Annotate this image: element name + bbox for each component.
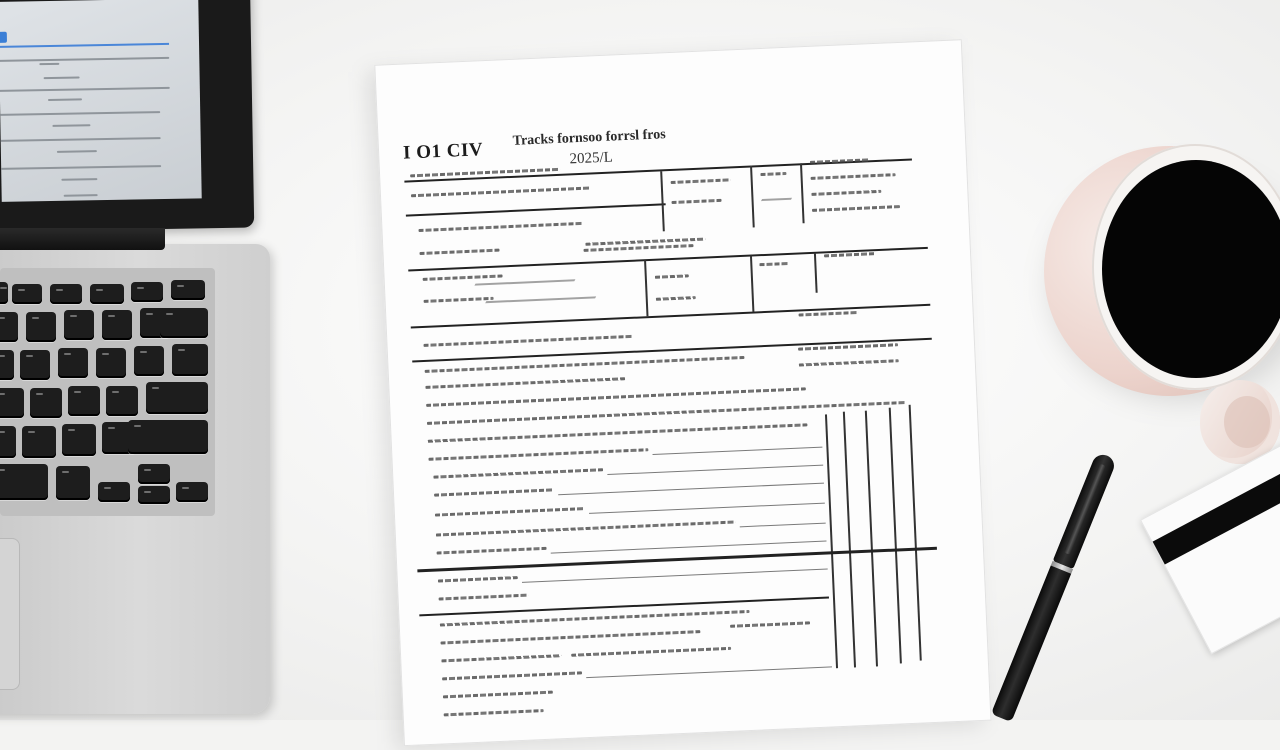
form-dotted-line	[653, 447, 823, 455]
form-text-line	[671, 178, 731, 184]
key	[68, 386, 100, 416]
handwriting	[474, 279, 575, 285]
key	[20, 350, 50, 380]
form-text-line	[443, 691, 553, 699]
form-text-line	[811, 173, 896, 180]
form-text-line	[425, 377, 625, 389]
screen-line	[39, 63, 59, 65]
key	[138, 464, 170, 484]
screen-line	[0, 165, 161, 170]
screen-line	[0, 137, 161, 142]
screen-line	[48, 98, 82, 101]
form-text-line	[433, 468, 603, 478]
form-text-line	[437, 547, 547, 555]
tax-form	[374, 39, 991, 746]
key	[64, 310, 94, 340]
form-text-line	[411, 186, 591, 197]
screen-line	[52, 124, 90, 127]
keyboard	[0, 268, 215, 516]
screen-line	[0, 57, 169, 63]
key	[96, 348, 126, 378]
form-text-line	[436, 521, 736, 537]
form-year: 2025/L	[569, 149, 614, 168]
form-dotted-line	[607, 465, 823, 475]
key	[58, 348, 88, 378]
key	[98, 482, 130, 502]
form-text-line	[571, 647, 731, 657]
form-dotted-line	[589, 503, 825, 514]
form-text-line	[656, 296, 696, 301]
handwriting	[761, 198, 792, 201]
screen-line	[64, 194, 98, 197]
key	[128, 420, 208, 454]
key	[160, 308, 208, 338]
form-dotted-line	[522, 569, 828, 583]
key	[12, 284, 42, 304]
form-text-line	[760, 172, 786, 176]
form-vrule	[750, 165, 754, 227]
form-text-line	[759, 262, 789, 266]
key	[172, 344, 208, 376]
form-vrule	[909, 405, 922, 661]
form-rule	[419, 596, 829, 616]
form-text-line	[419, 249, 499, 255]
key	[171, 280, 205, 300]
screen-top-bar	[0, 43, 169, 48]
key	[0, 426, 16, 458]
form-text-line	[811, 190, 881, 196]
laptop-hinge	[0, 228, 165, 250]
form-text-line	[428, 448, 648, 461]
form-vrule	[889, 408, 902, 664]
form-text-line	[418, 222, 583, 232]
key	[62, 424, 96, 456]
key	[50, 284, 82, 304]
form-vrule	[843, 412, 856, 668]
form-text-line	[444, 709, 544, 716]
touchpad	[0, 538, 20, 690]
laptop-screen	[0, 0, 202, 202]
form-text-line	[799, 311, 859, 317]
form-text-line	[584, 244, 694, 252]
form-text-line	[423, 274, 503, 280]
form-dotted-line	[551, 541, 827, 554]
form-text-line	[424, 297, 494, 303]
form-text-line	[427, 401, 907, 425]
key	[131, 282, 163, 302]
screen-line	[57, 150, 97, 153]
form-text-line	[439, 594, 529, 601]
laptop-lid	[0, 0, 254, 233]
form-rule	[406, 203, 666, 216]
key	[0, 282, 8, 304]
form-vrule	[644, 260, 648, 316]
key	[0, 312, 18, 342]
form-vrule	[750, 256, 754, 312]
form-vrule	[814, 253, 817, 293]
form-text-line	[812, 205, 900, 212]
screen-line	[61, 178, 97, 181]
key	[102, 310, 132, 340]
form-vrule	[865, 411, 878, 667]
form-text-line	[435, 507, 585, 517]
key	[146, 382, 208, 414]
form-text-line	[424, 335, 634, 347]
key	[22, 426, 56, 458]
form-text-line	[426, 387, 806, 407]
mug-handle-hole	[1224, 396, 1270, 448]
laptop	[0, 0, 270, 720]
form-subtitle: Tracks fornsoo forrsl fros	[512, 127, 667, 149]
key	[106, 386, 138, 416]
key	[0, 388, 24, 418]
form-text-line	[428, 423, 808, 443]
key	[30, 388, 62, 418]
key	[0, 350, 14, 380]
form-rule	[411, 304, 931, 328]
form-vrule	[800, 163, 804, 223]
form-text-line	[441, 654, 561, 662]
form-text-line	[442, 671, 582, 680]
form-text-line	[655, 274, 689, 278]
form-vrule	[825, 414, 838, 668]
form-vrule	[660, 171, 664, 231]
screen-blue-button	[0, 32, 7, 43]
handwriting	[485, 296, 596, 303]
form-dotted-line	[740, 523, 826, 528]
black-coffee	[1102, 160, 1280, 378]
screen-line	[0, 111, 160, 116]
form-text-line	[434, 488, 554, 496]
form-text-line	[672, 199, 722, 204]
key	[134, 346, 164, 376]
key	[90, 284, 124, 304]
key	[56, 466, 90, 500]
form-dotted-line	[586, 666, 832, 678]
key	[176, 482, 208, 502]
form-text-line	[799, 359, 899, 366]
key	[138, 486, 170, 504]
screen-line	[44, 76, 80, 79]
form-text-line	[440, 630, 700, 644]
form-dotted-line	[558, 483, 824, 496]
form-text-line	[438, 576, 518, 582]
form-text-line	[730, 621, 810, 627]
form-title: I O1 CIV	[402, 139, 484, 164]
key	[0, 464, 48, 500]
key	[26, 312, 56, 342]
screen-line	[0, 87, 170, 93]
